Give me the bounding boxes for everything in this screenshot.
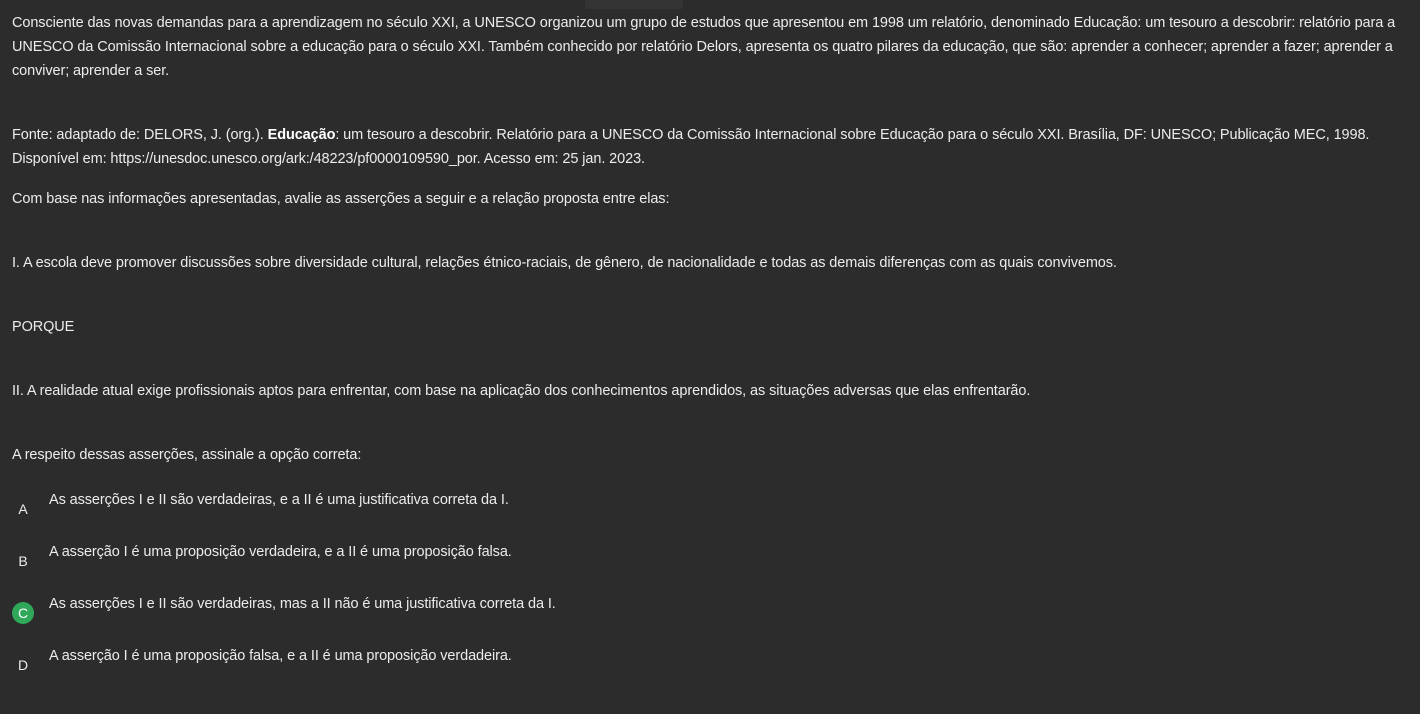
option-c[interactable] — [12, 592, 1408, 644]
option-c-letter-selected-badge[interactable]: C — [12, 602, 34, 624]
question-prompt: Com base nas informações apresentadas, avalie as asserções a seguir e a relação proposta entre elas: — [12, 191, 670, 207]
question-instruction: A respeito dessas asserções, assinale a opção correta: — [12, 447, 362, 463]
top-tab-handle — [585, 0, 683, 9]
option-b-letter[interactable]: B — [18, 553, 28, 569]
assertion-1: I. A escola deve promover discussões sobre diversidade cultural, relações étnico-raciais, de gênero, de nacionalidade e todas as demais diferenças com as quais convivemos. — [12, 255, 1117, 271]
question-intro: Consciente das novas demandas para a aprendizagem no século XXI, a UNESCO organizou um grupo de estudos que apresentou em 1998 um relatório, denominado Educação: um tesouro a descobrir: relatório para a UNESCO da Comissão Internacional sobre a educação para o século XXI. Também conhecido por relatório Delors, apresenta os quatro pilares da educação, que são: aprender a conhecer; aprender a fazer; aprender a conviver; aprender a ser. — [12, 15, 1396, 79]
option-b-text[interactable]: A asserção I é uma proposição verdadeira, e a II é uma proposição falsa. — [49, 544, 512, 560]
answer-options — [12, 488, 1408, 696]
option-d-letter[interactable]: D — [17, 657, 28, 673]
option-a-letter[interactable]: A — [18, 501, 28, 517]
option-a[interactable] — [12, 488, 1408, 540]
assertion-2: II. A realidade atual exige profissionais aptos para enfrentar, com base na aplicação dos conhecimentos aprendidos, as situações adversas que elas enfrentarão. — [12, 383, 1031, 399]
question-body — [12, 11, 1408, 467]
option-d[interactable] — [12, 644, 1408, 696]
option-a-text[interactable]: As asserções I e II são verdadeiras, e a II é uma justificativa correta da I. — [49, 492, 509, 508]
option-c-text[interactable]: As asserções I e II são verdadeiras, mas a II não é uma justificativa correta da I. — [49, 596, 556, 612]
option-b[interactable] — [12, 540, 1408, 592]
question-source — [12, 123, 1408, 171]
option-d-text[interactable]: A asserção I é uma proposição falsa, e a II é uma proposição verdadeira. — [49, 648, 512, 664]
source-prefix: Fonte: adaptado de: DELORS, J. (org.). — [12, 127, 268, 143]
source-suffix: : um tesouro a descobrir. Relatório para a UNESCO da Comissão Internacional sobre Educação para o século XXI. Brasília, DF: UNESCO; Publicação MEC, 1998. Disponível em: https://unesdoc.unesco.org/ark:/48223/pf0000109590_por. Acesso em: 25 jan. 2023. — [12, 127, 1370, 167]
assertion-connector: PORQUE — [12, 319, 75, 335]
source-title: Educação — [267, 127, 336, 143]
